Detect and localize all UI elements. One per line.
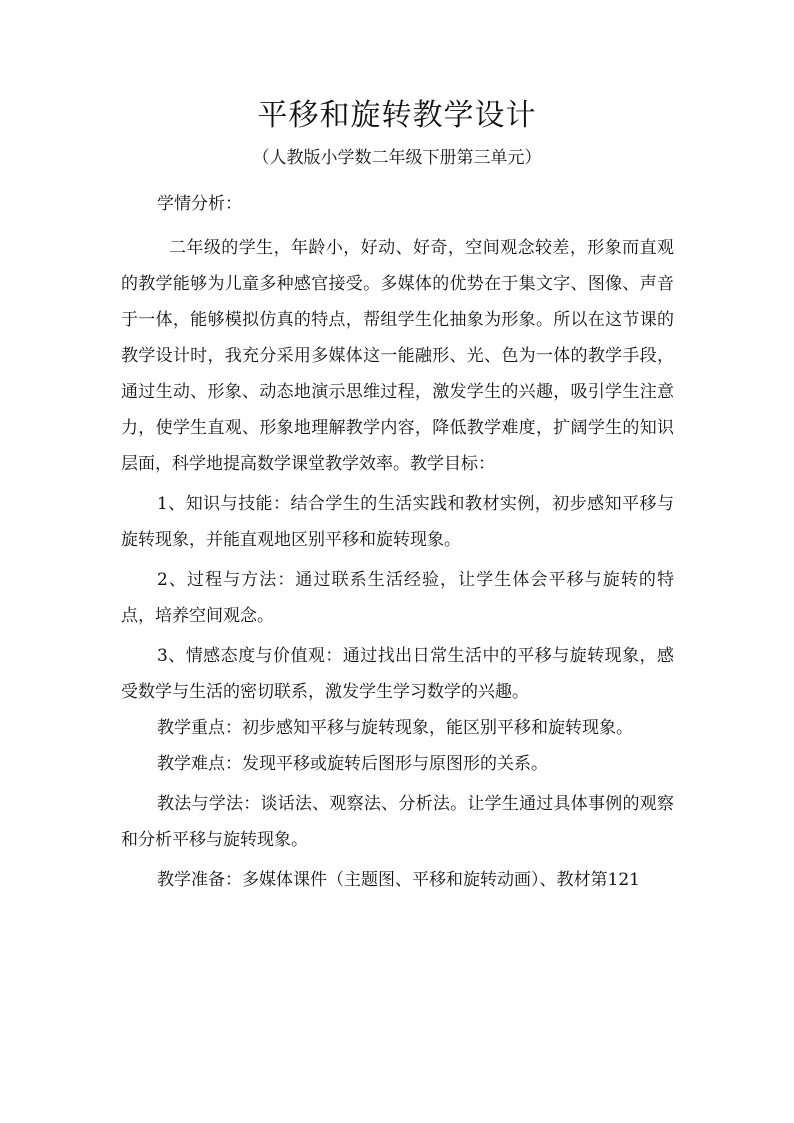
document-title: 平移和旋转教学设计 bbox=[257, 98, 537, 133]
document-body bbox=[121, 186, 674, 898]
paragraph-goal-process: 2、过程与方法：通过联系生活经验，让学生体会平移与旋转的特点，培养空间观念。 bbox=[121, 570, 674, 626]
paragraph-goal-attitude: 3、情感态度与价值观：通过找出日常生活中的平移与旋转现象，感受数学与生活的密切联系，激发学生学习数学的兴趣。 bbox=[121, 646, 674, 702]
section-heading-learning-analysis: 学情分析： bbox=[157, 194, 242, 214]
paragraph-learning-analysis: 二年级的学生，年龄小，好动、好奇，空间观念较差，形象而直观的教学能够为儿童多种感官接受。多媒体的优势在于集文字、图像、声音于一体，能够模拟仿真的特点，帮组学生化抽象为形象。所以在这节课的教学设计时，我充分采用多媒体这一能融形、光、色为一体的教学手段，通过生动、形象、动态地演示思维过程，激发学生的兴趣，吸引学生注意力，使学生直观、形象地理解教学内容，降低教学难度，扩阔学生的知识层面，科学地提高数学课堂教学效率。教学目标： bbox=[121, 238, 674, 474]
document-subtitle: （人教版小学数二年级下册第三单元） bbox=[252, 148, 542, 168]
paragraph-teaching-key-point: 教学重点：初步感知平移与旋转现象，能区别平移和旋转现象。 bbox=[157, 718, 633, 738]
paragraph-teaching-difficulty: 教学难点：发现平移或旋转后图形与原图形的关系。 bbox=[157, 754, 548, 774]
paragraph-teaching-preparation: 教学准备：多媒体课件（主题图、平移和旋转动画）、教材第121 bbox=[157, 870, 640, 890]
paragraph-teaching-methods: 教法与学法：谈话法、观察法、分析法。让学生通过具体事例的观察和分析平移与旋转现象。 bbox=[121, 794, 674, 850]
paragraph-goal-knowledge: 1、知识与技能：结合学生的生活实践和教材实例，初步感知平移与旋转现象，并能直观地区别平移和旋转现象。 bbox=[121, 494, 674, 550]
